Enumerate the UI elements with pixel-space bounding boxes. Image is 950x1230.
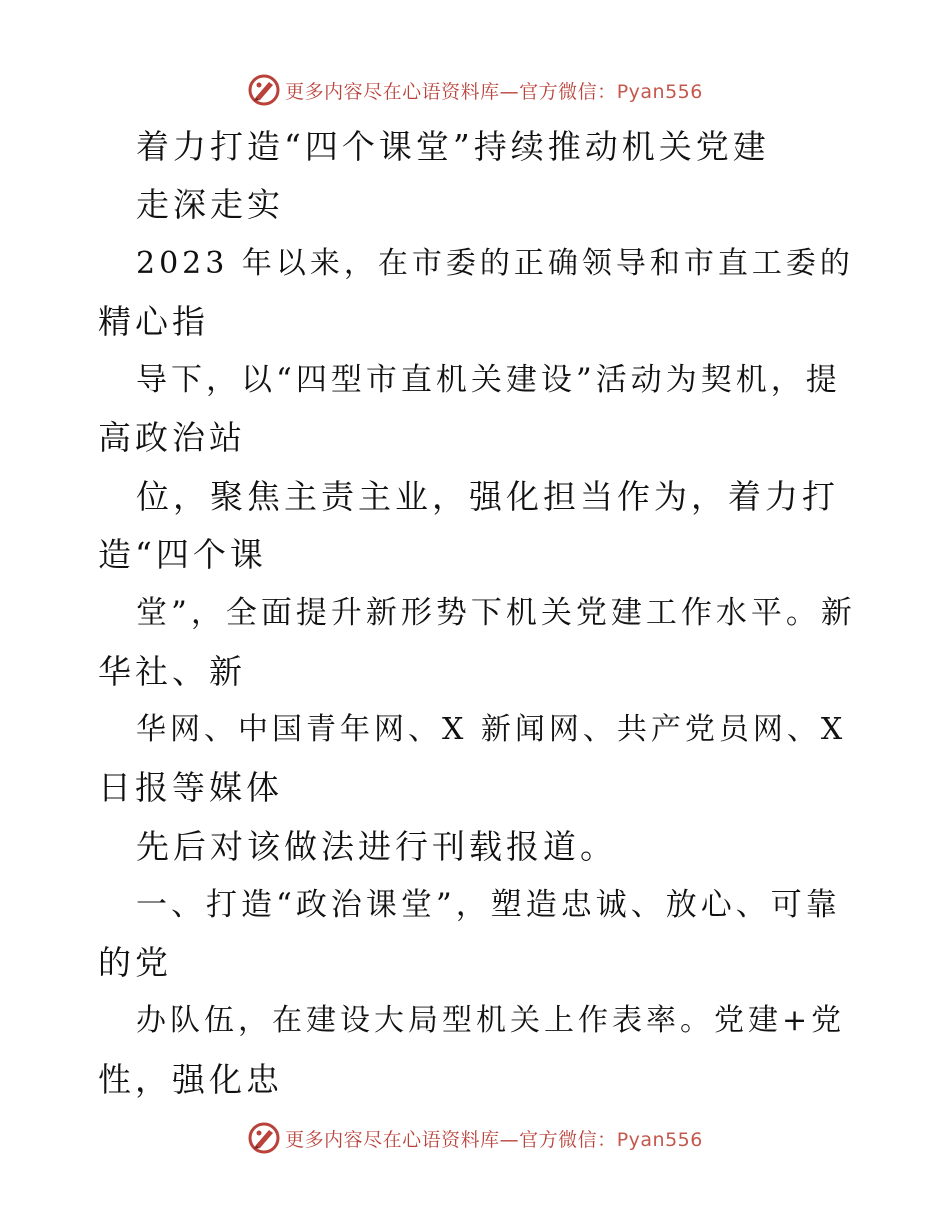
paragraph-line: 精心指 — [98, 301, 209, 341]
paragraph-line: 造“四个课 — [98, 535, 267, 575]
paragraph-line: 堂”，全面提升新形势下机关党建工作水平。新 — [136, 595, 856, 632]
paragraph-line: 位，聚焦主责主业，强化担当作为，着力打 — [136, 476, 839, 516]
header-watermark — [0, 70, 950, 110]
section-heading-line: 一、打造“政治课堂”，塑造忠诚、放心、可靠 — [136, 886, 841, 923]
pen-logo-icon — [247, 73, 281, 107]
paragraph-line: 2023 年以来，在市委的正确领导和市直工委的 — [136, 245, 854, 281]
footer-watermark — [0, 1118, 950, 1158]
paragraph-line: 导下，以“四型市直机关建设”活动为契机，提 — [136, 362, 841, 399]
document-body — [98, 118, 858, 1109]
paragraph-line: 性，强化忠 — [98, 1059, 283, 1099]
document-title-line: 着力打造“四个课堂”持续推动机关党建 — [136, 127, 770, 166]
paragraph-line: 办队伍，在建设大局型机关上作表率。党建+党 — [136, 1003, 846, 1039]
paragraph-line: 华网、中国青年网、X 新闻网、共产党员网、X — [136, 711, 847, 747]
paragraph-line: 日报等媒体 — [98, 768, 283, 808]
paragraph-line: 高政治站 — [98, 418, 246, 458]
document-title-line: 走深走实 — [136, 185, 284, 225]
watermark-text: 更多内容尽在心语资料库—官方微信：Pyan556 — [285, 80, 703, 103]
watermark-text: 更多内容尽在心语资料库—官方微信：Pyan556 — [285, 1128, 703, 1151]
pen-logo-icon — [247, 1121, 281, 1155]
paragraph-line: 先后对该做法进行刊载报道。 — [136, 826, 617, 866]
paragraph-line: 华社、新 — [98, 651, 246, 691]
section-heading-line: 的党 — [98, 943, 172, 983]
